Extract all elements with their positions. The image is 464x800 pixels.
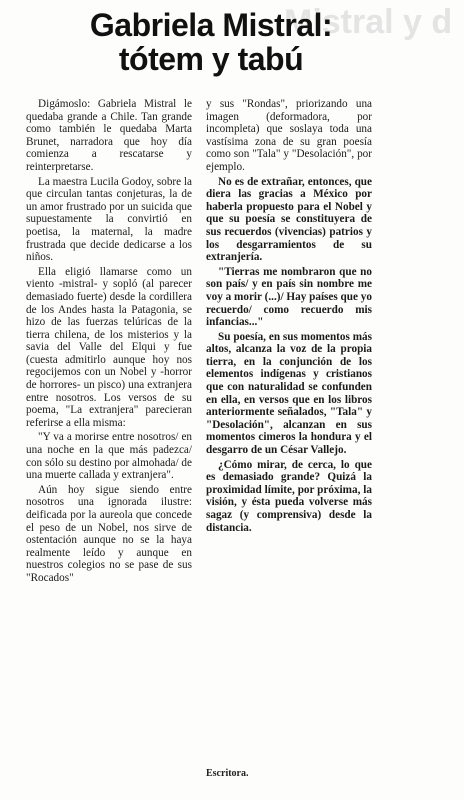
paragraph: Aún hoy sigue siendo entre nosotros una ignorada ilustre: deificada por la aureola que concede el peso de un Nobel, nos sirve de ostentación aunque no se la haya realmente leído y aunque en nuestros colegios no se pase de sus "Rocados" [26, 483, 192, 584]
author-signature: Escritora. [206, 768, 249, 779]
left-column [26, 98, 192, 587]
headline [0, 8, 422, 76]
paragraph: No es de extrañar, entonces, que diera las gracias a México por haberla propuesto para el Nobel y que su poesía se constituyera de sus recuerdos (vivencias) patrios y los desgarramientos de su extranjería. [206, 175, 372, 264]
paragraph: Digámoslo: Gabriela Mistral le quedaba grande a Chile. Tan grande como también le quedaba Marta Brunet, narradora que hoy día comienza a rescatarse y reinterpretarse. [26, 98, 192, 173]
right-column [206, 98, 372, 536]
paragraph-continued: y sus "Rondas", priorizando una imagen (deformadora, por incompleta) que soslaya toda una vastísima zona de su gran poesía como son "Tala" y "Desolación", por ejemplo. [206, 98, 372, 173]
headline-line-1: Gabriela Mistral: [89, 7, 333, 43]
paragraph: Ella eligió llamarse como un viento -mistral- y sopló (al parecer demasiado fuerte) desde la cordillera de los Andes hasta la Patagonia, se hizo de las fuerzas telúricas de la tierra chilena, de los misterios y la savia del Valle del Elqui y fue (cuesta admitirlo aunque hoy nos regocijemos con un Nobel y -horror de horrores- un pisco) una extranjera entre nosotros. Los versos de su poema, "La extranjera" parecieran referirse a ella misma: [26, 265, 192, 429]
quote-paragraph: "Tierras me nombraron que no son país/ y en país sin nombre me voy a morir (...)/ Hay países que yo recuerdo/ como recuerdo mis infancias..." [206, 265, 372, 329]
headline-line-2: tótem y tabú [118, 41, 304, 77]
paragraph: La maestra Lucila Godoy, sobre la que circulan tantas conjeturas, la de un amor frustrado por un suicida que supuestamente la convirtió en poetisa, la maternal, la madre frustrada que decide dedicarse a los niños. [26, 175, 192, 264]
paragraph: ¿Cómo mirar, de cerca, lo que es demasiado grande? Quizá la proximidad límite, por próxima, la visión, y ésta pueda volverse más sagaz (y comprensiva) desde la distancia. [206, 458, 372, 534]
bleed-through-title: Mistral y d [284, 3, 453, 41]
quote-paragraph: "Y va a morirse entre nosotros/ en una noche en la que más padezca/ con sólo su destino por almohada/ de una muerte callada y extranjera". [26, 431, 192, 482]
paragraph: Su poesía, en sus momentos más altos, alcanza la voz de la propia tierra, en la conjunción de los elementos indígenas y cristianos que con naturalidad se confunden en ella, en versos que en los libros anteriormente señalados, "Tala" y "Desolación", alcanzan en sus momentos cimeros la hondura y el desgarro de un César Vallejo. [206, 330, 372, 457]
